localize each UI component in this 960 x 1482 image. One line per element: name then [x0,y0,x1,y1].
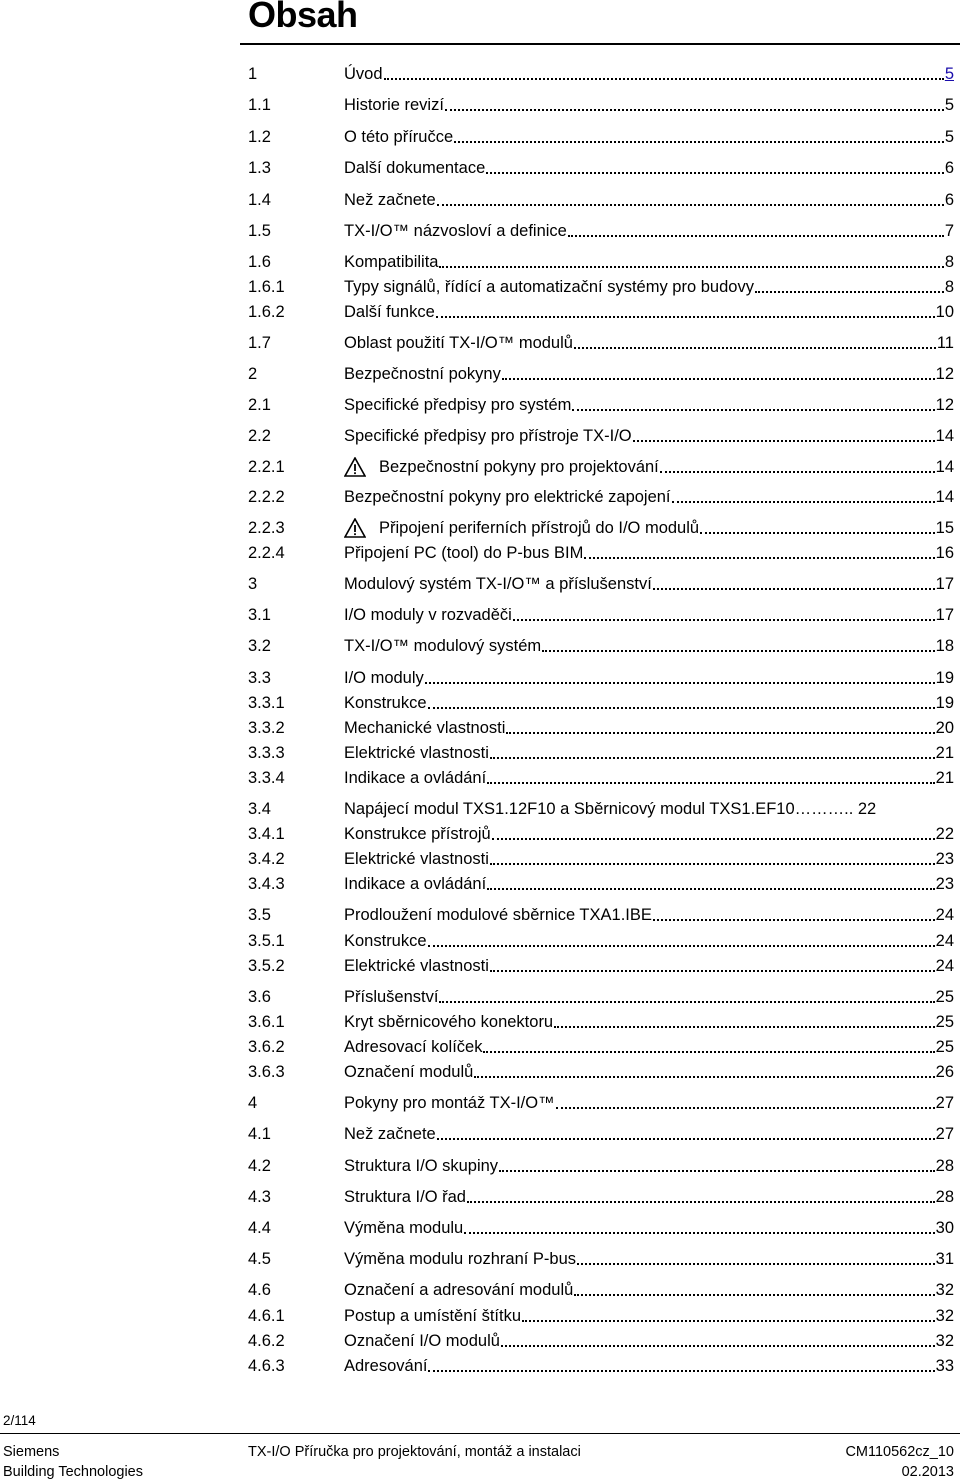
toc-entry[interactable] [248,929,954,951]
toc-entry-title [344,693,427,713]
toc-entry-label: Výměna modulu rozhraní P-bus [344,1250,577,1268]
toc-entry-number: 1.4 [248,191,271,209]
toc-entry-number: 2.2.2 [248,488,285,506]
toc-entry-title [344,426,632,446]
toc-entry-title [344,799,954,819]
toc-entry-title [344,221,567,241]
toc-entry-page: 15 [935,519,954,537]
toc-entry-label: Historie revizí [344,96,444,114]
toc-entry-page: 8 [944,278,954,296]
toc-entry-title [344,95,444,115]
toc-leader-dots [501,1345,935,1347]
toc-leader-dots [490,970,935,972]
toc-entry-number: 4.6 [248,1281,271,1299]
toc-entry-page: 28 [935,1188,954,1206]
toc-entry[interactable] [248,424,954,446]
toc-entry-page: 32 [935,1307,954,1325]
toc-leader-dots [499,1170,935,1172]
toc-entry-title [344,1218,463,1238]
toc-entry-number: 2 [248,365,258,383]
toc-entry-number: 3.6.1 [248,1013,285,1031]
toc-entry-page: 10 [935,303,954,321]
toc-entry-title [344,158,485,178]
toc-leader-dots [428,1370,934,1372]
toc-entry-page: 24 [935,932,954,950]
toc-entry[interactable] [248,516,954,538]
toc-entry[interactable] [248,1329,954,1351]
toc-entry-page: 27 [935,1125,954,1143]
toc-entry[interactable] [248,250,954,272]
toc-entry-page: 17 [935,575,954,593]
toc-entry-page: 21 [935,744,954,762]
toc-entry-number: 4.3 [248,1188,271,1206]
toc-entry-label: Pokyny pro montáž TX-I/O™ [344,1094,555,1112]
toc-entry-number: 1.2 [248,128,271,146]
toc-entry-title [344,636,541,656]
footer-company [3,1442,143,1482]
toc-entry-page: 32 [935,1281,954,1299]
toc-entry-label: Než začnete [344,1125,436,1143]
toc-entry-number: 3.4.2 [248,850,285,868]
toc-entry-title [344,518,699,538]
toc-entry[interactable] [248,766,954,788]
toc-entry-page: 25 [935,1038,954,1056]
toc-entry-number: 3.3.2 [248,719,285,737]
toc-entry-page: 6 [944,159,954,177]
toc-entry-label: I/O moduly v rozvaděči [344,606,512,624]
toc-entry-page: 19 [935,669,954,687]
toc-leader-dots [522,1320,935,1322]
toc-entry-number: 4.1 [248,1125,271,1143]
toc-entry-label: Indikace a ovládání [344,769,487,787]
toc-entry-page: 17 [935,606,954,624]
toc-entry-number: 4.6.2 [248,1332,285,1350]
toc-entry-label: Specifické předpisy pro systém [344,396,572,414]
toc-entry-page: 27 [935,1094,954,1112]
toc-entry-title [344,1037,482,1057]
toc-entry-label: Bezpečnostní pokyny pro elektrické zapojení [344,488,671,506]
toc-entry-label: Napájecí modul TXS1.12F10 a Sběrnicový modul TXS1.EF10……….. 22 [344,800,877,818]
toc-entry-number: 2.1 [248,396,271,414]
toc-entry-title [344,1187,466,1207]
toc-entry-title [344,1012,553,1032]
toc-leader-dots [487,782,934,784]
toc-entry-number: 1.5 [248,222,271,240]
toc-entry-label: Kryt sběrnicového konektoru [344,1013,554,1031]
toc-entry-label: Připojení PC (tool) do P-bus BIM [344,544,584,562]
toc-entry-label: Připojení periferních přístrojů do I/O modulů [379,519,700,537]
toc-entry-number: 3.4 [248,800,271,818]
toc-entry-page: 21 [935,769,954,787]
footer-doc-date: 02.2013 [901,1464,954,1480]
toc-entry-number: 3.4.1 [248,825,285,843]
toc-entry-label: Postup a umístění štítku [344,1307,522,1325]
toc-entry-label: Kompatibilita [344,253,439,271]
toc-leader-dots [653,588,935,590]
toc-entry-page: 5 [944,96,954,114]
toc-entry-number: 2.2.4 [248,544,285,562]
toc-entry-page: 18 [935,637,954,655]
toc-entry-label: Indikace a ovládání [344,875,487,893]
toc-entry-title [344,277,754,297]
toc-leader-dots [454,141,944,143]
toc-entry-number: 1.3 [248,159,271,177]
toc-leader-dots [653,919,935,921]
toc-entry[interactable] [248,1247,954,1269]
toc-entry-number: 1 [248,65,258,83]
toc-entry[interactable] [248,125,954,147]
toc-entry-label: I/O moduly [344,669,424,687]
toc-entry[interactable] [248,634,954,656]
toc-entry[interactable] [248,691,954,713]
toc-entry-title [344,824,491,844]
toc-entry-label: Příslušenství [344,988,439,1006]
toc-entry-label: Označení a adresování modulů [344,1281,574,1299]
toc-entry-label: Označení I/O modulů [344,1332,500,1350]
toc-entry-page: 14 [935,427,954,445]
toc-entry-title [344,190,436,210]
toc-entry[interactable] [248,188,954,210]
toc-leader-dots [437,1138,935,1140]
toc-leader-dots [633,440,935,442]
toc-entry-number: 3.6.2 [248,1038,285,1056]
toc-entry-number: 3.3 [248,669,271,687]
toc-entry-page: 6 [944,191,954,209]
toc-entry[interactable] [248,393,954,415]
toc-entry-page: 25 [935,988,954,1006]
toc-entry[interactable] [248,331,954,353]
toc-entry-number: 1.6.2 [248,303,285,321]
toc-leader-dots [700,532,935,534]
toc-entry-title [344,1356,427,1376]
toc-entry-label: Specifické předpisy pro přístroje TX-I/O [344,427,632,445]
toc-entry-title [344,987,438,1007]
toc-entry-number: 4.4 [248,1219,271,1237]
toc-entry[interactable] [248,62,954,84]
footer-divider [0,1433,960,1434]
footer-company-name: Siemens [3,1444,60,1460]
toc-entry-page: 32 [935,1332,954,1350]
toc-entry-title [344,1124,436,1144]
toc-entry-label: Adresování [344,1357,428,1375]
toc-entry[interactable] [248,1216,954,1238]
toc-entry[interactable] [248,362,954,384]
warning-icon [344,457,366,477]
toc-entry[interactable] [248,985,954,1007]
toc-leader-dots [672,501,935,503]
toc-leader-dots [425,682,935,684]
toc-entry-label: Elektrické vlastnosti [344,850,489,868]
toc-leader-dots [556,1107,935,1109]
toc-entry-number: 3.6 [248,988,271,1006]
toc-entry-page: 26 [935,1063,954,1081]
toc-entry-title [344,395,571,415]
footer-company-division: Building Technologies [3,1464,144,1480]
toc-entry-page: 19 [935,694,954,712]
toc-entry-label: Elektrické vlastnosti [344,744,489,762]
toc-entry-title [344,931,427,951]
toc-entry-number: 3.3.3 [248,744,285,762]
toc-entry-number: 1.6.1 [248,278,285,296]
toc-entry-title [344,1093,555,1113]
toc-entry-title [344,64,383,84]
toc-leader-dots [492,838,935,840]
toc-entry-label: Struktura I/O řad [344,1188,466,1206]
toc-entry-number: 3.5.1 [248,932,285,950]
toc-entry-page: 8 [944,253,954,271]
toc-leader-dots [487,888,934,890]
toc-leader-dots [502,378,935,380]
toc-leader-dots [542,650,935,652]
toc-entry-title [344,1156,498,1176]
toc-entry[interactable] [248,716,954,738]
toc-entry-number: 3 [248,575,258,593]
toc-leader-dots [660,471,935,473]
toc-entry-title [344,605,512,625]
toc-entry[interactable] [248,156,954,178]
toc-entry-page: 28 [935,1157,954,1175]
toc-leader-dots [568,235,944,237]
toc-entry-title [344,457,659,477]
toc-entry[interactable] [248,797,954,819]
toc-entry-title [344,364,501,384]
toc-leader-dots [513,619,935,621]
toc-entry-label: Mechanické vlastnosti [344,719,506,737]
toc-leader-dots [483,1051,934,1053]
toc-entry-label: Konstrukce [344,694,427,712]
toc-entry[interactable] [248,541,954,563]
toc-entry-title [344,743,489,763]
toc-entry-title [344,487,671,507]
toc-entry-number: 2.2 [248,427,271,445]
toc-entry-label: Bezpečnostní pokyny [344,365,501,383]
toc-leader-dots [428,707,935,709]
toc-entry-title [344,302,435,322]
toc-leader-dots [437,204,944,206]
toc-entry[interactable] [248,1010,954,1032]
toc-entry-title [344,1062,473,1082]
toc-leader-dots [486,172,944,174]
toc-entry-page: 23 [935,850,954,868]
toc-leader-dots [464,1232,934,1234]
toc-entry-page[interactable]: 5 [944,65,954,83]
toc-entry-title [344,849,489,869]
toc-entry-number: 3.5.2 [248,957,285,975]
toc-leader-dots [584,557,934,559]
toc-entry-page: 7 [944,222,954,240]
toc-entry[interactable] [248,455,954,477]
toc-entry[interactable] [248,275,954,297]
toc-entry-number: 2.2.3 [248,519,285,537]
toc-entry[interactable] [248,93,954,115]
toc-entry[interactable] [248,872,954,894]
toc-entry[interactable] [248,666,954,688]
toc-entry[interactable] [248,741,954,763]
toc-entry[interactable] [248,1278,954,1300]
toc-entry-number: 3.6.3 [248,1063,285,1081]
toc-entry-number: 3.3.1 [248,694,285,712]
toc-entry-label: TX-I/O™ názvosloví a definice [344,222,567,240]
toc-entry-number: 3.2 [248,637,271,655]
toc-leader-dots [490,863,935,865]
toc-entry-title [344,905,652,925]
toc-entry-title [344,333,573,353]
toc-entry-page: 33 [935,1357,954,1375]
toc-entry-page: 11 [936,334,954,352]
toc-entry-title [344,956,489,976]
toc-entry-label: Oblast použití TX-I/O™ modulů [344,334,573,352]
toc-entry-label: O této příručce [344,128,454,146]
toc-entry-page: 16 [935,544,954,562]
toc-entry-label: Struktura I/O skupiny [344,1157,499,1175]
toc-entry-title [344,1249,576,1269]
toc-entry[interactable] [248,1185,954,1207]
toc-entry-number: 4.2 [248,1157,271,1175]
toc-entry-label: Elektrické vlastnosti [344,957,489,975]
toc-entry-page: 5 [944,128,954,146]
toc-entry[interactable] [248,1091,954,1113]
toc-entry[interactable] [248,485,954,507]
page-number: 2/114 [3,1413,36,1428]
toc-leader-dots [428,945,935,947]
toc-entry[interactable] [248,1154,954,1176]
toc-entry-number: 3.3.4 [248,769,285,787]
toc-leader-dots [574,347,936,349]
toc-entry[interactable] [248,300,954,322]
footer-doc-id: CM110562cz_10 [845,1444,954,1460]
toc-leader-dots [474,1076,934,1078]
toc-entry[interactable] [248,219,954,241]
toc-entry-title [344,668,424,688]
toc-entry-label: Další dokumentace [344,159,486,177]
toc-leader-dots [506,732,934,734]
toc-entry-page: 24 [935,906,954,924]
toc-leader-dots [467,1201,935,1203]
toc-leader-dots [574,1294,934,1296]
toc-leader-dots [439,1001,934,1003]
toc-leader-dots [755,291,944,293]
toc-entry-label: Další funkce [344,303,435,321]
toc-entry-label: Konstrukce přístrojů [344,825,491,843]
toc-entry-page: 14 [935,458,954,476]
toc-leader-dots [384,78,944,80]
toc-entry[interactable] [248,1122,954,1144]
toc-entry-number: 2.2.1 [248,458,285,476]
toc-entry-page: 25 [935,1013,954,1031]
toc-entry-title [344,574,652,594]
toc-entry[interactable] [248,572,954,594]
footer-doc-info [845,1442,954,1482]
warning-icon [344,518,366,538]
toc-leader-dots [572,409,934,411]
footer-doc-title: TX-I/O Příručka pro projektování, montáž a instalaci [248,1444,581,1460]
toc-entry-page: 12 [935,365,954,383]
toc-entry-number: 4.6.1 [248,1307,285,1325]
toc-entry-label: Typy signálů, řídící a automatizační systémy pro budovy [344,278,754,296]
toc-entry[interactable] [248,1354,954,1376]
toc-entry-label: Adresovací kolíček [344,1038,483,1056]
toc-entry-label: Úvod [344,65,383,83]
toc-entry-page: 23 [935,875,954,893]
toc-entry[interactable] [248,603,954,625]
toc-leader-dots [490,757,935,759]
toc-entry-title [344,1331,500,1351]
toc-entry-label: Konstrukce [344,932,427,950]
toc-leader-dots [436,316,935,318]
toc-entry[interactable] [248,1304,954,1326]
toc-entry-title [344,874,486,894]
toc-entry-number: 4.5 [248,1250,271,1268]
toc-entry-title [344,768,486,788]
toc-entry-label: Modulový systém TX-I/O™ a příslušenství [344,575,652,593]
toc-entry-number: 3.4.3 [248,875,285,893]
page-title: Obsah [248,0,358,35]
toc-entry-label: Prodloužení modulové sběrnice TXA1.IBE [344,906,652,924]
toc-entry-title [344,1306,521,1326]
toc-entry[interactable] [248,822,954,844]
toc-entry[interactable] [248,1035,954,1057]
toc-entry[interactable] [248,954,954,976]
toc-leader-dots [445,109,944,111]
toc-entry-label: Označení modulů [344,1063,474,1081]
toc-entry-page: 20 [935,719,954,737]
toc-entry-title [344,1280,573,1300]
toc-entry-title [344,127,453,147]
toc-entry-page: 22 [935,825,954,843]
toc-leader-dots [439,266,943,268]
toc-entry-label: Bezpečnostní pokyny pro projektování [379,458,659,476]
toc-entry-number: 3.1 [248,606,271,624]
toc-entry-number: 3.5 [248,906,271,924]
toc-entry-title [344,543,583,563]
toc-leader-dots [577,1263,935,1265]
toc-entry-label: Než začnete [344,191,436,209]
toc-entry[interactable] [248,847,954,869]
toc-entry-number: 1.6 [248,253,271,271]
toc-entry-number: 4.6.3 [248,1357,285,1375]
toc-entry[interactable] [248,903,954,925]
toc-entry-number: 4 [248,1094,258,1112]
toc-entry-page: 14 [935,488,954,506]
toc-entry-title [344,252,438,272]
toc-entry-number: 1.7 [248,334,271,352]
toc-entry-page: 12 [935,396,954,414]
toc-entry-number: 1.1 [248,96,271,114]
toc-entry-page: 24 [935,957,954,975]
toc-entry[interactable] [248,1060,954,1082]
toc-leader-dots [554,1026,935,1028]
toc-entry-label: TX-I/O™ modulový systém [344,637,542,655]
toc-entry-title [344,718,505,738]
toc-entry-page: 31 [935,1250,954,1268]
toc-entry-label: Výměna modulu [344,1219,464,1237]
toc-entry-page: 30 [935,1219,954,1237]
